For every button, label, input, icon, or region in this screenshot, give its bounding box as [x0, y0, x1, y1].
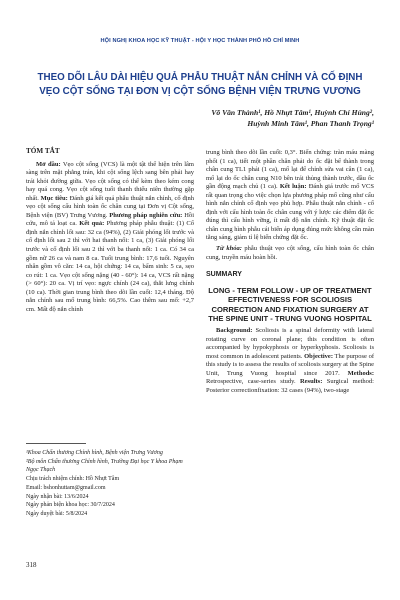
text-methods: Hồi cứu, mô tả loạt ca.	[26, 211, 195, 228]
text-objective-en: The purpose of this study is to assess the results of scoliosis surgery at the Spine Unit, Trung Vuong hospital since 2017.	[206, 352, 375, 377]
abstract-continued	[206, 149, 374, 243]
label-methods: Phương pháp nghiên cứu:	[109, 211, 183, 219]
title-line-2: VẸO CỘT SỐNG TẠI ĐƠN VỊ CỘT SỐNG BỆNH VIỆN TRƯNG VƯƠNG	[39, 86, 361, 97]
page-number: 318	[26, 561, 37, 569]
text-results-cont: trung bình theo dõi lần cuối: 0,3°. Biến chứng: tràn máu màng phổi (1 ca), tiết một phần chân phải do ốc đặt bể thành trong chân cung TL1 phải (1 ca), mổ lại để chỉnh sửa vai cân (1 ca), mổ lại do ốc chân cung N10 bên trái thủng thành trước, dầu ốc gần động mạch chủ (1 ca).	[206, 149, 374, 191]
text-objective: Đánh giá kết quả phẫu thuật nắn chỉnh, cố định vẹo cột sống cấu hình toàn ốc chân cung tại Đơn vị Cột sống, Bệnh viện (BV) Trưng Vương.	[26, 194, 195, 219]
footnote-reviewed: Ngày phản biện khoa học: 30/7/2024	[26, 502, 115, 509]
footnote-affiliation-1: ¹Khoa Chấn thương Chỉnh hình, Bệnh viện Trưng Vương	[26, 450, 163, 456]
label-objective: Mục tiêu:	[40, 194, 68, 202]
english-title: LONG - TERM FOLLOW - UP OF TREATMENT EFFECTIVENESS FOR SCOLIOSIS CORRECTION AND FIXATION SURGERY AT THE SPINE UNIT - TRUNG VUONG HOSPITAL	[208, 285, 372, 324]
footnote-email: Email: bshonhuttam@gmail.com	[26, 484, 106, 491]
abstract-paragraph	[26, 161, 194, 315]
article-title	[22, 71, 378, 99]
footnote-accepted: Ngày duyệt bài: 5/8/2024	[26, 510, 88, 517]
footnote-received: Ngày nhận bài: 13/6/2024	[26, 493, 89, 500]
authors-line-1: Võ Văn Thành¹, Hồ Nhựt Tâm¹, Huỳnh Chí Hùng²,	[211, 108, 374, 117]
left-column	[26, 147, 194, 314]
title-line-1: THEO DÕI LÂU DÀI HIỆU QUẢ PHẪU THUẬT NẮN CHỈNH VÀ CỐ ĐỊNH	[37, 72, 363, 83]
label-keywords: Từ khóa:	[216, 245, 242, 253]
label-conclusion: Kết luận:	[279, 183, 307, 191]
keywords-paragraph	[206, 245, 374, 262]
author-list	[74, 107, 374, 129]
text-keywords: phẫu thuật vẹo cột sống, cấu hình toàn ốc chân cung, truyền máu hoàn hồi.	[206, 245, 374, 261]
footnote-divider	[26, 443, 86, 444]
right-column	[206, 149, 374, 395]
label-background: Background:	[216, 327, 253, 335]
text-results: Phương pháp phẫu thuật: (1) Cố định nắn chỉnh lối sau: 32 ca (94%), (2) Giải phóng lối trước và cố định lối sau 2 thì với hai thanh nối: 1 ca, (3) Giải phóng lối trước và cố định lối sau 2 thì với ba thanh nối: 1 ca. Có 34 ca gồm nữ 26 ca và nam 8 ca. Tuổi trung bình: 17,6 tuổi. Nguyên nhân gồm vô căn: 14 ca, hội chứng: 14 ca, bẩm sinh: 5 ca, sẹo co rút: 1 ca. Vẹo cột sống nặng (40 - 60°): 14 ca, VCS rất nặng (> 60°): 20 ca. Vị trí vẹo: ngực chính (24 ca), thắt lưng chính (10 ca). Thời gian trung bình theo dõi lần cuối: 12,4 tháng. Độ nắn chỉnh sau mổ trung bình: 66,5%. Cao thêm sau mổ: +2,7 cm. Mất độ nắn chỉnh	[26, 220, 195, 313]
text-methods-en: Retrospective, case-series study.	[206, 378, 296, 386]
label-methods-en: Methods:	[347, 369, 374, 377]
text-intro: Vẹo cột sống (VCS) là một tật thể hiện trên lâm sàng trên mặt phẳng trán, khi cột sống lệch sang bên phải hay trái khỏi đường giữa. Vẹo cột sống có thể kèm theo kém cong hay quá cong. Vẹo cột sống tuổi thanh thiếu niên thường gặp nhất.	[26, 160, 194, 202]
label-results-en: Results:	[299, 378, 323, 386]
text-background: Scoliosis is a spinal deformity with lateral rotating curve on coronal plane; this condition is often accompanied by hypokyphosis or hyperkyphosis. Scoliosis is most common in adolescent patients.	[206, 327, 374, 360]
label-objective-en: Objective:	[304, 352, 333, 360]
conference-header: HỘI NGHỊ KHOA HỌC KỸ THUẬT - HỘI Y HỌC THÀNH PHỐ HỒ CHÍ MINH	[100, 38, 300, 44]
summary-heading: SUMMARY	[206, 271, 242, 279]
text-results-en: Surgical method: Posterior correctionfixation: 32 cases (94%), two-stage	[206, 378, 374, 394]
text-conclusion: Đánh giá trước mổ VCS rất quan trọng cho việc chọn lựa phương pháp mổ cũng như cấu hình nắn chỉnh cố định vẹo phù hợp. Phẫu thuật nắn chỉnh - cố định với cấu hình toàn ốc chân cung với ý lược các điểm đặt ốc đúng thì cấu hình vững, ít mất độ nắn chỉnh. Kỹ thuật đặt ốc chân cung hình phẫu cái biến áp dụng đúng mức không cần màn tăng sáng, giảm tỉ lệ biến chứng đặt ốc.	[206, 183, 375, 242]
footnotes	[26, 449, 194, 519]
footnote-affiliation-2: ²Bộ môn Chấn thương Chỉnh hình, Trường Đại học Y khoa Phạm Ngọc Thạch	[26, 458, 183, 474]
authors-line-2: Huỳnh Minh Tâm¹, Phan Thanh Trọng¹	[247, 119, 374, 128]
label-intro: Mở đầu:	[36, 160, 61, 168]
footnote-corresponding: Chịu trách nhiệm chính: Hồ Nhựt Tâm	[26, 476, 120, 483]
label-results: Kết quả:	[79, 220, 105, 228]
summary-paragraph	[206, 327, 374, 395]
abstract-heading: TÓM TẮT	[26, 147, 60, 155]
